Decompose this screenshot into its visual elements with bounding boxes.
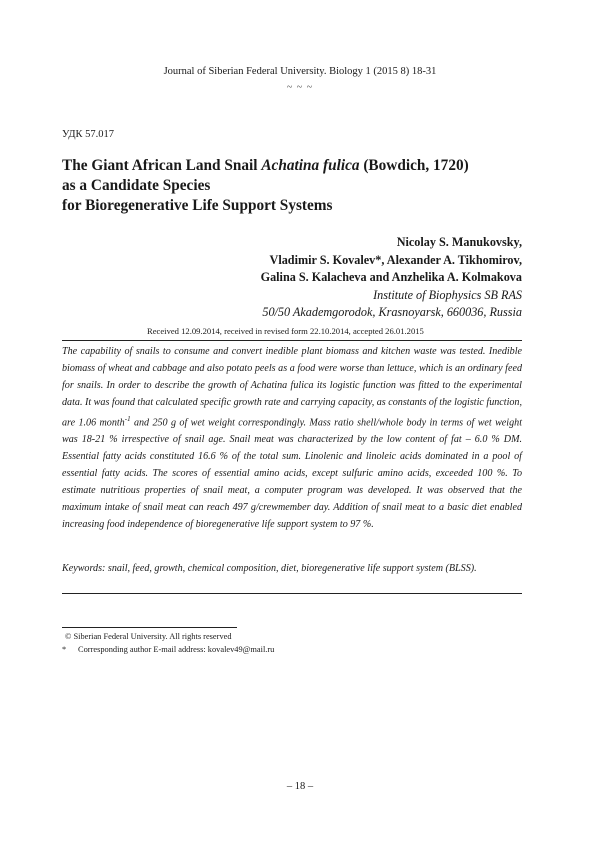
abstract <box>62 343 522 533</box>
authors-line-2: Vladimir S. Kovalev*, Alexander A. Tikhomirov, <box>269 252 522 267</box>
title-line-3: for Bioregenerative Life Support Systems <box>62 197 333 214</box>
abstract-superscript: -1 <box>124 415 131 423</box>
journal-header: Journal of Siberian Federal University. Biology 1 (2015 8) 18-31 <box>163 66 437 77</box>
page-number: – 18 – <box>286 781 314 792</box>
abstract-text-2: and 250 g of wet weight correspondingly. Mass ratio shell/whole body in terms of wet weight was 18-21 % irrespective of snail age. Snail meat was characterized by the low content of fat – 6.0 % DM. Essential fatty acids constituted 16.6 % of the total sum. Linolenic and linoleic acids dominated in a pool of essential fatty acids. The scores of essential amino acids, except sulfuric amino acids, exceeded 100 %. To estimate nutritious properties of snail meat, a computer program was developed. It was observed that the maximum intake of snail meat can reach 497 g/crewmember day. Addition of snail meat to a basic diet enabled increasing food independence of bioregenerative life support system to 97 %. <box>62 417 522 531</box>
species-name: Achatina fulica <box>261 157 360 174</box>
abstract-top-rule <box>62 340 522 341</box>
affiliation-line-1: Institute of Biophysics SB RAS <box>373 287 522 302</box>
title-line-2: as a Candidate Species <box>62 177 211 194</box>
authors-line-1: Nicolay S. Manukovsky, <box>396 235 522 249</box>
header-separator: ~ ~ ~ <box>286 82 314 93</box>
copyright-footnote: © Siberian Federal University. All rights reserved <box>65 632 232 641</box>
author-block <box>261 234 522 322</box>
corresponding-author-text: Corresponding author E-mail address: kovalev49@mail.ru <box>78 645 275 654</box>
footnote-rule <box>62 627 237 628</box>
title-line-1 <box>62 156 542 176</box>
corresponding-author-footnote <box>62 645 274 654</box>
article-title <box>62 156 542 216</box>
footnote-marker: * <box>62 645 67 654</box>
title-line-1-end: (Bowdich, 1720) <box>359 157 469 174</box>
affiliation-line-2: 50/50 Akademgorodok, Krasnoyarsk, 660036, Russia <box>262 305 522 319</box>
keywords: Keywords: snail, feed, growth, chemical composition, diet, bioregenerative life support system (BLSS). <box>62 563 477 574</box>
received-dates: Received 12.09.2014, received in revised form 22.10.2014, accepted 26.01.2015 <box>147 326 424 336</box>
authors-line-3: Galina S. Kalacheva and Anzhelika A. Kolmakova <box>260 270 522 284</box>
abstract-text-1: The capability of snails to consume and convert inedible plant biomass and kitchen waste was tested. Inedible biomass of wheat and cabbage and also potato peels as a food were worse than lettuce, which is an ordinary feed for snails. In order to describe the growth of Achatina fulica its logistic function was fitted to the experimental data. It was found that calculated specific growth rate and carrying capacity, as constants of the logistic function, are 1.06 month <box>62 346 522 429</box>
title-line-1-start: The Giant African Land Snail <box>62 157 262 174</box>
abstract-bottom-rule <box>62 593 522 594</box>
udk-code: УДК 57.017 <box>62 129 115 140</box>
